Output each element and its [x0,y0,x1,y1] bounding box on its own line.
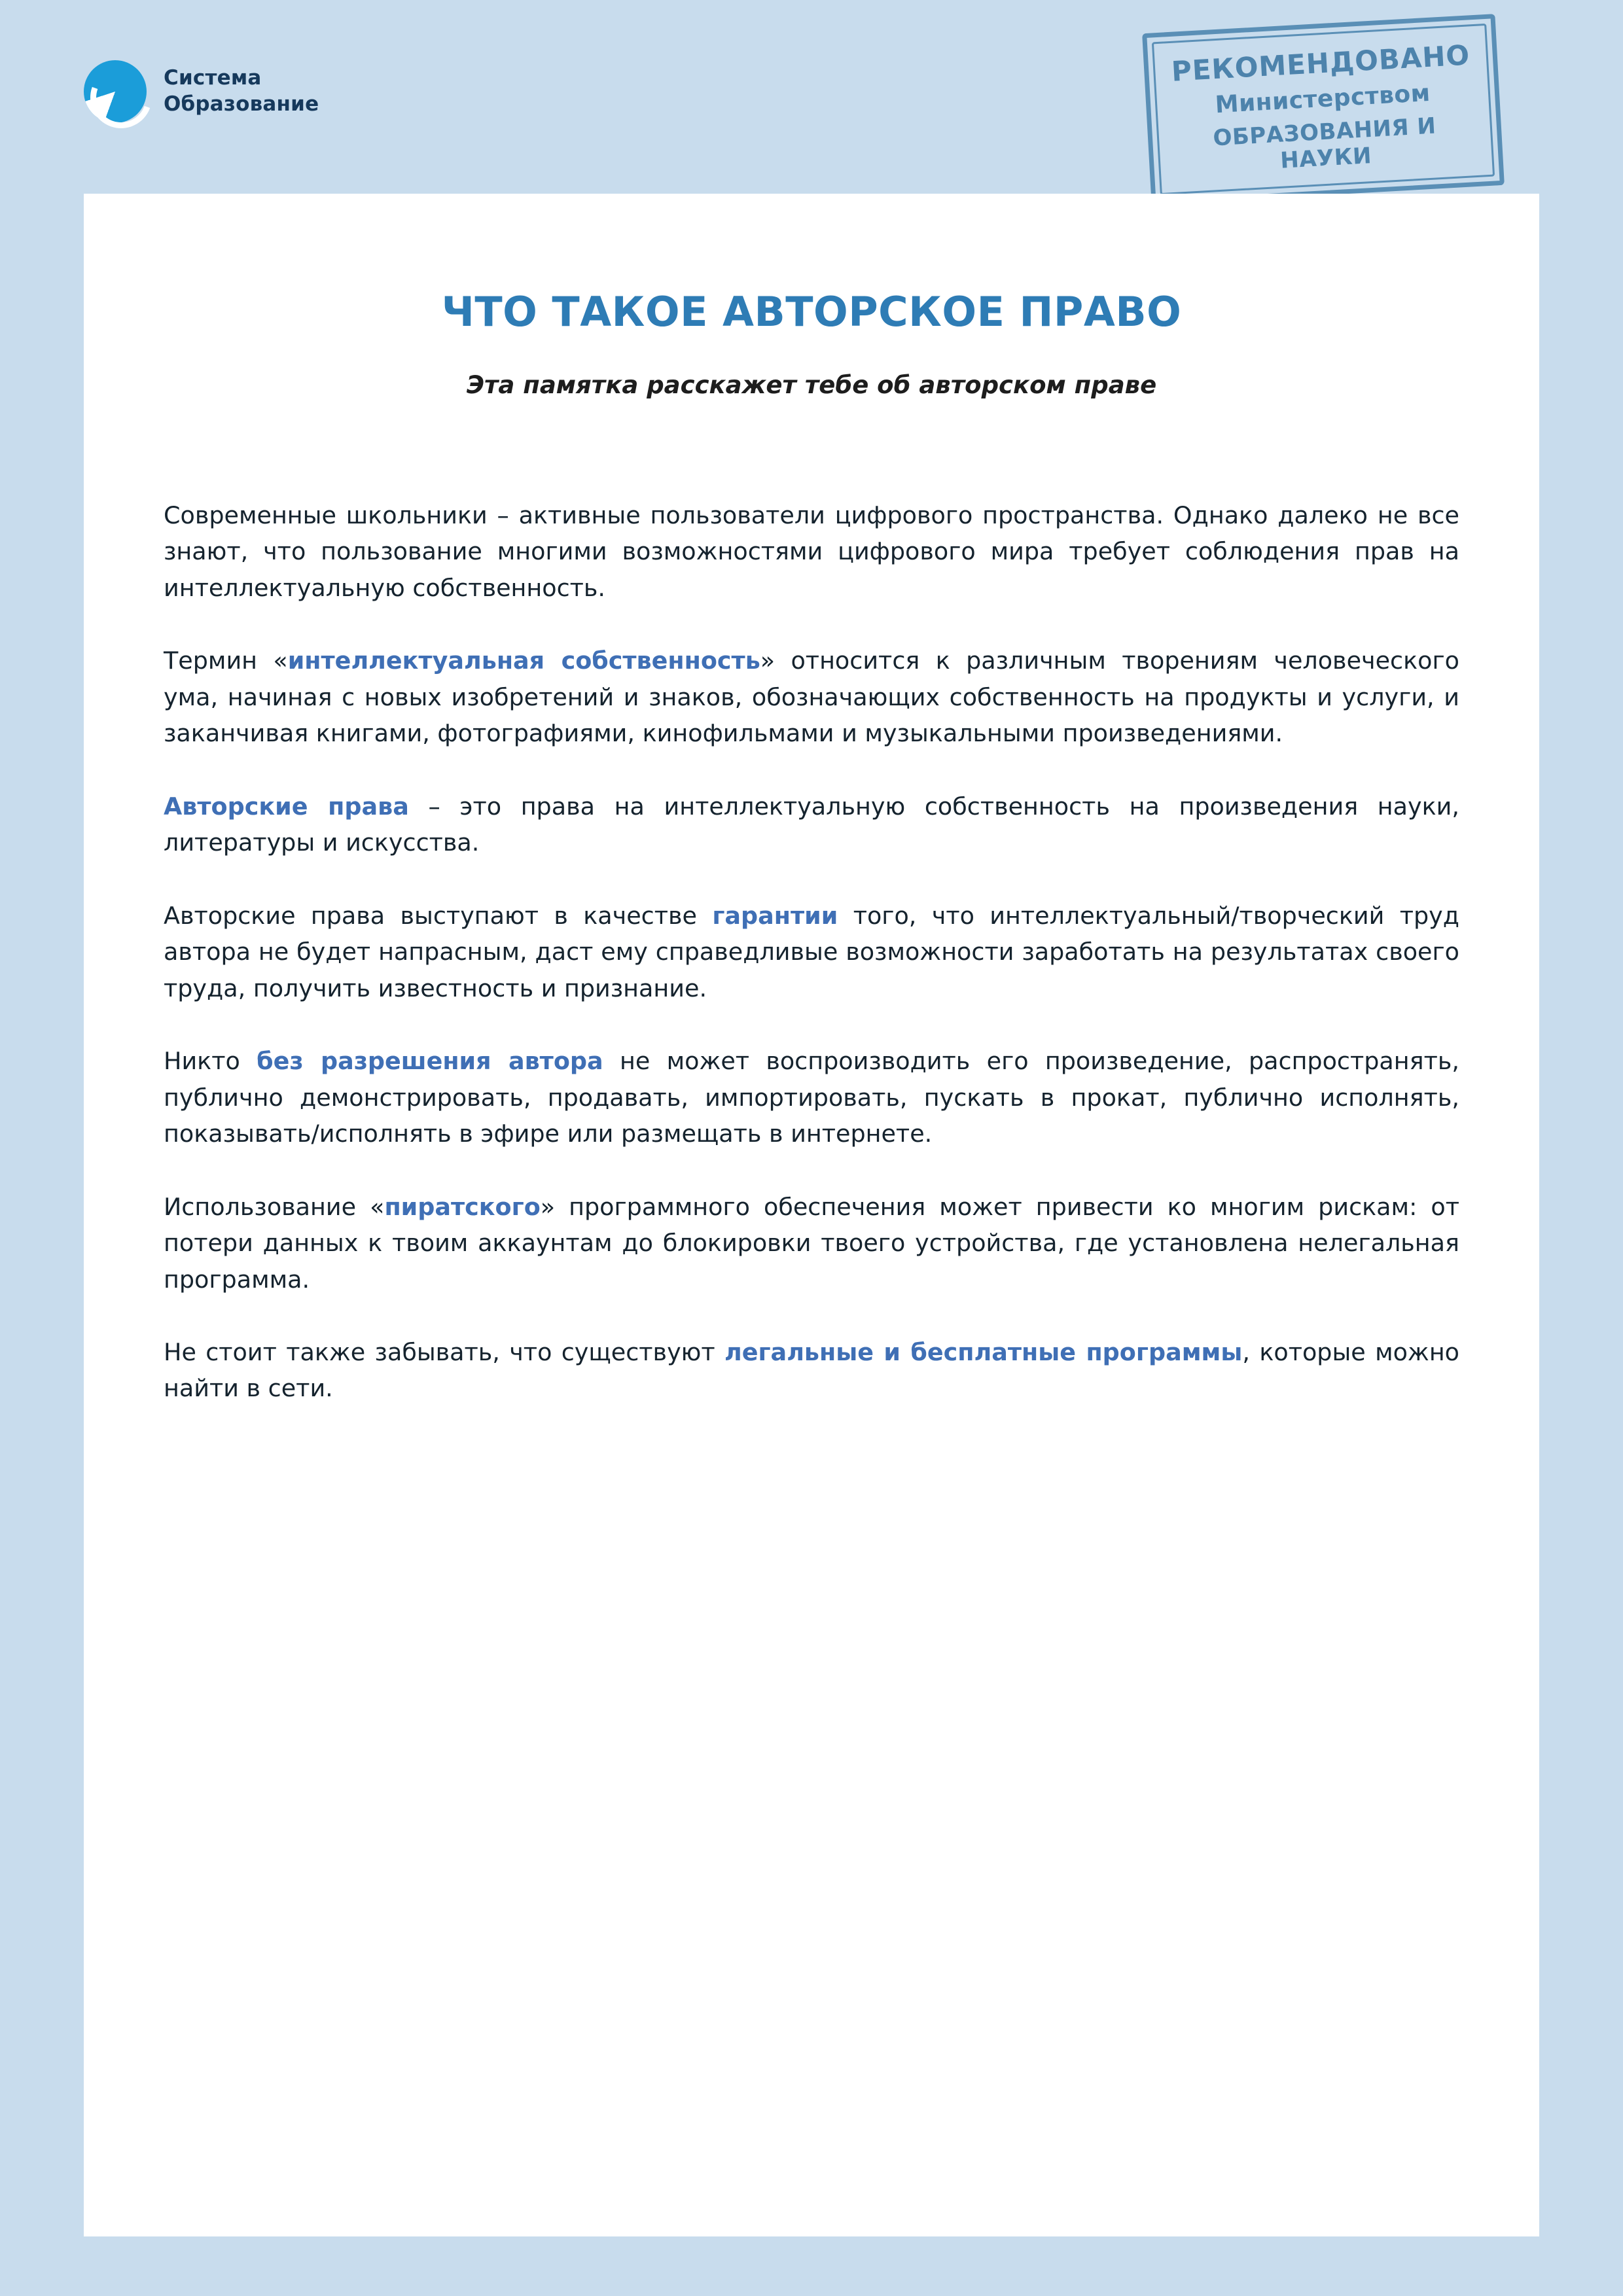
approval-stamp-icon [1142,14,1505,205]
body-paragraph [164,497,1459,606]
body-paragraph [164,1043,1459,1152]
circle-logo-icon [84,60,147,123]
body-paragraph [164,1189,1459,1298]
brand-name-line2: Образование [164,92,319,116]
paragraph-text: Никто [164,1047,257,1076]
paragraph-text: , которые можно найти в сети. [164,1337,1460,1403]
brand-logo[interactable] [84,60,319,123]
brand-name-line1: Система [164,66,262,90]
body-paragraph [164,898,1459,1006]
document-body [84,399,1539,1407]
paragraph-text: Не стоит также забывать, что существуют [164,1337,724,1366]
paragraph-text: Авторские права выступают в качестве [164,901,713,930]
paragraph-text: » относится к различным творениям человеческого ума, начиная с новых изобретений и знаков, обозначающих собственность на продукты и услуги, и заканчивая книгами, фотографиями, кинофильмами и музыкальными произведениями. [164,646,1459,748]
highlighted-term: гарантии [712,901,838,930]
body-paragraph [164,1334,1459,1407]
paragraph-text: не может воспроизводить его произведение, распространять, публично демонстрировать, продавать, импортировать, пускать в прокат, публично исполнять, показывать/исполнять в эфире или размещать в интернете. [164,1047,1459,1148]
brand-name [164,65,319,117]
paragraph-text: – это права на интеллектуальную собственность на произведения науки, литературы и искусства. [164,792,1459,857]
highlighted-term: без разрешения автора [257,1047,603,1076]
page-title: ЧТО ТАКОЕ АВТОРСКОЕ ПРАВО [441,288,1182,336]
highlighted-term: интеллектуальная собственность [287,646,760,675]
highlighted-term: пиратского [384,1192,541,1221]
paragraph-text: Современные школьники – активные пользователи цифрового пространства. Однако далеко не все знают, что пользование многими возможностями цифрового мира требует соблюдения прав на интеллектуальную собственность. [164,501,1459,602]
paragraph-text: Использование « [164,1192,385,1221]
stamp-line-2: Министерством [1214,79,1431,119]
document-sheet [84,194,1539,2236]
stamp-line-1: РЕКОМЕНДОВАНО [1170,39,1471,88]
highlighted-term: Авторские права [164,792,409,821]
body-paragraph [164,643,1459,751]
paragraph-text: того, что интеллектуальный/творческий труд автора не будет напрасным, даст ему справедливые возможности заработать на результатах своего труда, получить известность и признание. [164,901,1459,1002]
paragraph-text: Термин « [164,646,288,675]
paragraph-text: » программного обеспечения может привести ко многим рискам: от потери данных к твоим аккаунтам до блокировки твоего устройства, где установлена нелегальная программа. [164,1192,1459,1294]
page-subtitle: Эта памятка расскажет тебе об авторском праве [466,371,1157,399]
body-paragraph [164,788,1459,861]
stamp-line-3: ОБРАЗОВАНИЯ И НАУКИ [1212,113,1437,174]
page-header [0,0,1623,194]
highlighted-term: легальные и бесплатные программы [724,1337,1243,1366]
